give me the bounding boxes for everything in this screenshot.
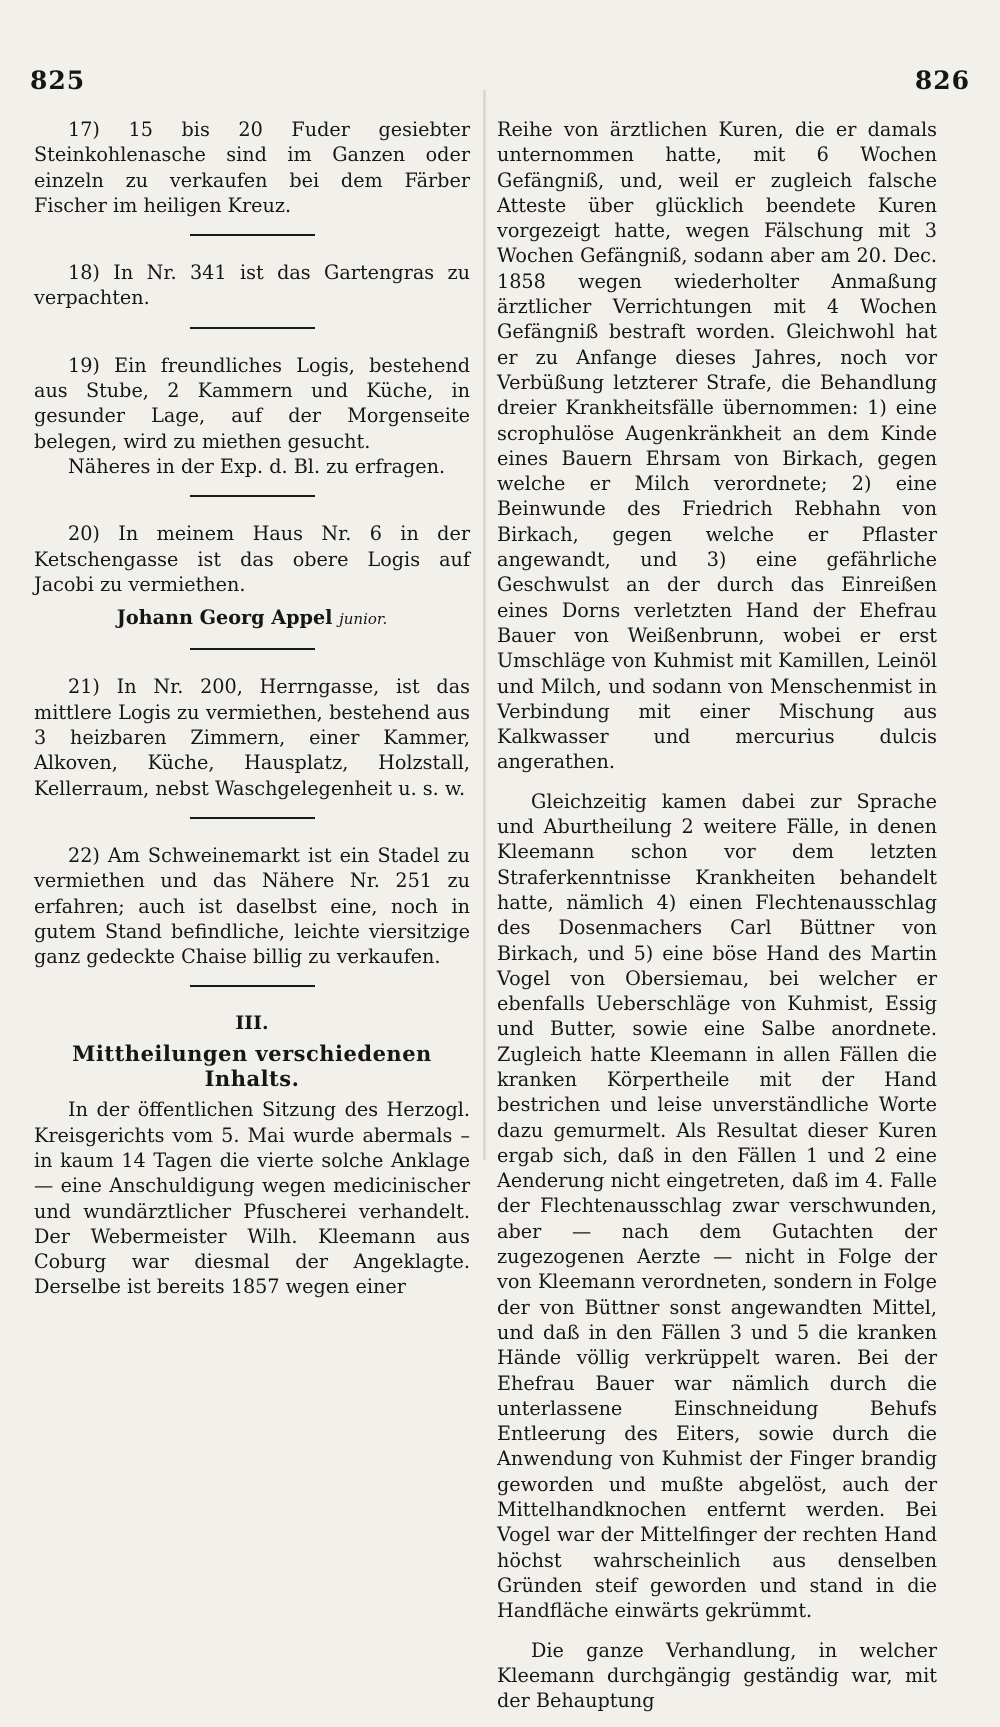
ad-19-contact: Näheres in der Exp. d. Bl. zu erfragen. (68, 454, 446, 478)
ad-22: 22) Am Schweinemarkt ist ein Stadel zu vermiethen und das Nähere Nr. 251 zu erfahren; auch ist daselbst eine, noch in gutem Stand befindliche, leichte viersitzige ganz gedeckte Chaise billig zu verkaufen. (34, 843, 470, 969)
ad-20-signature (34, 605, 470, 632)
ad-21: 21) In Nr. 200, Herrngasse, ist das mittlere Logis zu vermiethen, bestehend aus 3 heizbaren Zimmern, einer Kammer, Alkoven, Küche, Hausplatz, Holzstall, Kellerraum, nebst Waschgelegenheit u. s. w. (34, 675, 470, 800)
separator-rule (190, 495, 315, 497)
article-paragraph-1: Reihe von ärztlichen Kuren, die er damals unternommen hatte, mit 6 Wochen Gefängniß, und, weil er zugleich falsche Atteste über glücklich beendete Kuren vorgezeigt hatte, wegen Fälschung mit 3 Wochen Gefängniß, sodann aber am 20. Dec. 1858 wegen wiederholter Anmaßung ärztlicher Verrichtungen mit 4 Wochen Gefängniß bestraft worden. Gleichwohl hat er zu Anfange dieses Jahres, noch vor Verbüßung letzterer Strafe, die Behandlung dreier Krankheitsfälle übernommen: 1) eine scrophulöse Augenkränkheit an dem Kinde eines Bauern Ehrsam von Birkach, gegen welche er Milch verordnete; 2) eine Beinwunde des Friedrich Rebhahn von Birkach, gegen welche er Pflaster angewandt, und 3) eine gefährliche Geschwulst an der durch das Einreißen eines Dorns verletzten Hand der Ehefrau Bauer von Weißenbrunn, wobei er erst Umschläge von Kuhmist mit Kamillen, Leinöl und Milch, und sodann von Menschenmist in Verbindung mit einer Mischung aus Kalkwasser und mercurius dulcis angerathen. (497, 118, 937, 774)
section-title: Mittheilungen verschiedenen Inhalts. (72, 1040, 432, 1092)
page-number-left: 825 (30, 66, 86, 95)
page-fold-shadow (483, 90, 486, 1160)
separator-rule (190, 817, 315, 819)
article-start: In der öffentlichen Sitzung des Herzogl. Kreisgerichts vom 5. Mai wurde abermals – in kaum 14 Tagen die vierte solche Anklage — eine Anschuldigung wegen medicinischer und wundärztlicher Pfuscherei verhandelt. Der Webermeister Wilh. Kleemann aus Coburg war diesmal der Angeklagte. Derselbe ist bereits 1857 wegen einer (34, 1098, 470, 1299)
signature-name: Johann Georg Appel (116, 606, 333, 630)
right-column (497, 117, 937, 1727)
ad-17: 17) 15 bis 20 Fuder gesiebter Steinkohlenasche sind im Ganzen oder einzeln zu verkaufen bei dem Färber Fischer im heiligen Kreuz. (34, 118, 470, 217)
separator-rule (190, 327, 315, 329)
section-numeral: III. (235, 1012, 269, 1035)
separator-rule (190, 234, 315, 236)
article-paragraph-3: Die ganze Verhandlung, in welcher Kleemann durchgängig geständig war, mit der Behauptung (497, 1638, 937, 1713)
left-column (34, 117, 470, 1314)
separator-rule (190, 648, 315, 650)
ad-18: 18) In Nr. 341 ist das Gartengras zu verpachten. (34, 261, 470, 310)
ad-20: 20) In meinem Haus Nr. 6 in der Ketschengasse ist das obere Logis auf Jacobi zu vermiethen. (34, 522, 470, 596)
separator-rule (190, 985, 315, 987)
signature-suffix: junior. (339, 610, 388, 629)
article-paragraph-2: Gleichzeitig kamen dabei zur Sprache und Aburtheilung 2 weitere Fälle, in denen Kleemann schon vor dem letzten Straferkenntnisse Krankheiten behandelt hatte, nämlich 4) einen Flechtenausschlag des Dosenmachers Carl Büttner von Birkach, und 5) eine böse Hand des Martin Vogel von Obersiemau, bei welcher er ebenfalls Ueberschläge von Kuhmist, Essig und Butter, sowie eine Salbe anordnete. Zugleich hatte Kleemann in allen Fällen die kranken Körpertheile mit der Hand bestrichen und leise unverständliche Worte dazu gemurmelt. Als Resultat dieser Kuren ergab sich, daß in den Fällen 1 und 2 eine Aenderung nicht eingetreten, daß im 4. Falle der Flechtenausschlag zwar verschwunden, aber — nach dem Gutachten der zugezogenen Aerzte — nicht in Folge der von Kleemann verordneten, sondern in Folge der von Büttner sonst angewandten Mittel, und daß in den Fällen 3 und 5 die kranken Hände völlig verkrüppelt waren. Bei der Ehefrau Bauer war nämlich durch die unterlassene Einschneidung Behufs Entleerung des Eiters, sowie durch die Anwendung von Kuhmist der Finger brandig geworden und mußte abgelöst, auch der Mittelhandknochen entfernt werden. Bei Vogel war der Mittelfinger der rechten Hand höchst wahrscheinlich aus denselben Gründen steif geworden und stand in die Handfläche einwärts gekrümmt. (497, 789, 937, 1623)
page-number-right: 826 (914, 66, 970, 95)
ad-19: 19) Ein freundliches Logis, bestehend aus Stube, 2 Kammern und Küche, in gesunder Lage, auf der Morgenseite belegen, wird zu miethen gesucht. (34, 353, 470, 453)
